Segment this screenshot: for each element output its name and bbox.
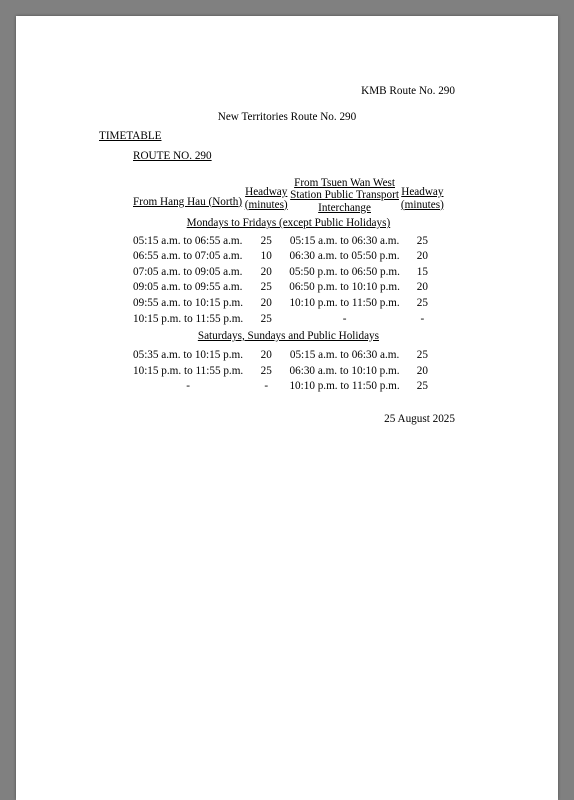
headway-b: 25 [416,380,428,393]
table-row [132,348,445,364]
section-holiday [132,327,445,346]
headway-a: 25 [260,281,272,294]
headway-a: 20 [260,296,272,309]
headway-b: 25 [416,296,428,309]
time-range-b: 06:30 a.m. to 05:50 p.m. [289,250,400,263]
time-range-a: - [186,380,190,393]
headway-a: 25 [260,364,272,377]
table-header-row [132,168,445,214]
headway-b: 25 [416,349,428,362]
time-range-b: 10:10 p.m. to 11:50 p.m. [289,296,400,309]
header-from-tsuen-wan-west: From Tsuen Wan West Station Public Transport Interchange [290,176,399,214]
section-label: Mondays to Fridays (except Public Holidays) [186,217,391,230]
headway-b: 20 [416,250,428,263]
headway-b: - [420,312,425,325]
section-label: Saturdays, Sundays and Public Holidays [197,329,380,342]
document-page [16,16,558,800]
time-range-a: 09:55 a.m. to 10:15 p.m. [133,296,244,309]
time-range-b: 06:50 p.m. to 10:10 p.m. [289,281,400,294]
time-range-a: 07:05 a.m. to 09:05 a.m. [133,265,243,278]
document-date: 25 August 2025 [384,413,455,425]
table-row [132,233,445,249]
table-row [132,363,445,379]
time-range-a: 09:05 a.m. to 09:55 a.m. [133,281,243,294]
headway-a: 25 [260,312,272,325]
time-range-b: 05:15 a.m. to 06:30 a.m. [289,349,400,362]
route-number-label: ROUTE NO. 290 [133,150,212,162]
header-headway-a: Headway (minutes) [244,186,288,211]
time-range-b: - [342,312,347,325]
time-range-a: 05:35 a.m. to 10:15 p.m. [133,349,244,362]
headway-a: 25 [260,234,272,247]
table-row [132,264,445,280]
time-range-b: 05:15 a.m. to 06:30 a.m. [289,234,400,247]
header-headway-b: Headway (minutes) [400,186,444,211]
table-row [132,280,445,296]
table-row [132,311,445,327]
route-reference: KMB Route No. 290 [361,85,455,97]
time-range-a: 10:15 p.m. to 11:55 p.m. [133,312,244,325]
time-range-b: 05:50 p.m. to 06:50 p.m. [289,265,400,278]
headway-a: - [264,380,269,393]
headway-b: 25 [416,234,428,247]
table-row [132,249,445,265]
time-range-a: 10:15 p.m. to 11:55 p.m. [133,364,244,377]
timetable-table [132,168,445,394]
headway-b: 20 [416,281,428,294]
headway-a: 20 [260,349,272,362]
time-range-a: 05:15 a.m. to 06:55 a.m. [133,234,243,247]
headway-b: 20 [416,364,428,377]
table-row [132,295,445,311]
time-range-b: 06:30 a.m. to 10:10 p.m. [289,364,400,377]
timetable-heading: TIMETABLE [99,130,162,142]
time-range-b: 10:10 p.m. to 11:50 p.m. [289,380,400,393]
headway-a: 20 [260,265,272,278]
table-row [132,379,445,395]
headway-a: 10 [260,250,272,263]
document-subtitle: New Territories Route No. 290 [217,111,357,123]
section-weekday [132,214,445,233]
headway-b: 15 [416,265,428,278]
time-range-a: 06:55 a.m. to 07:05 a.m. [133,250,243,263]
header-from-hang-hau: From Hang Hau (North) [133,195,243,208]
